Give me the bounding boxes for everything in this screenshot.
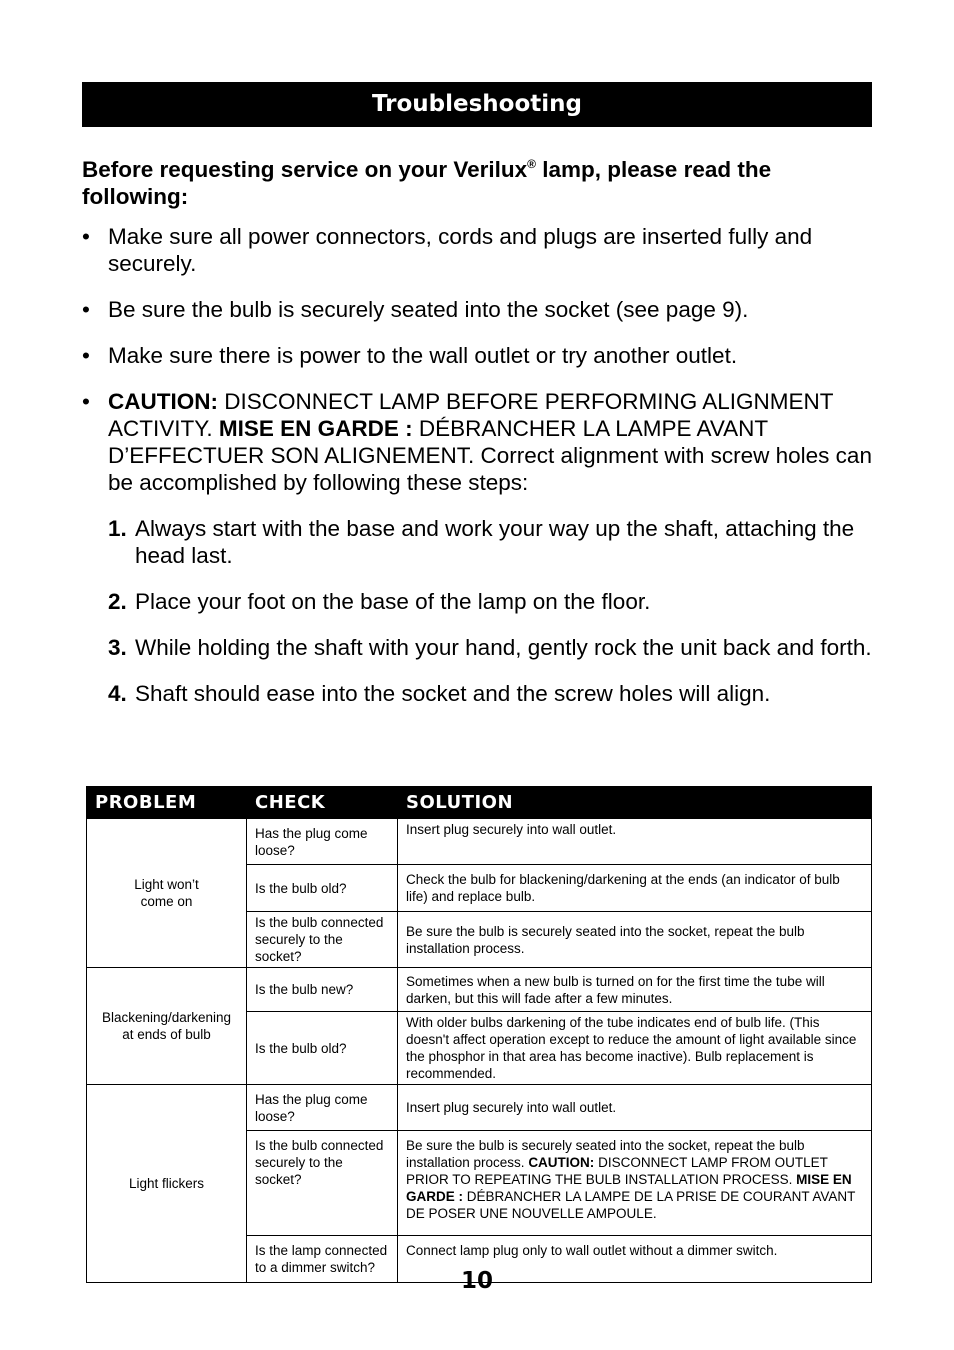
step-item [82,680,877,707]
caution-text-fr: DÉBRANCHER LA LAMPE AVANT D’EFFECTUER SON ALIGNEMENT. Correct alignment with screw holes can be accomplished by following these steps: [108,416,872,495]
page-number: 10 [460,1268,493,1294]
check-cell: Is the bulb new? [247,968,398,1012]
solution-text: DISCONNECT LAMP FROM OUTLET PRIOR TO REPEATING THE BULB INSTALLATION PROCESS. [406,1155,828,1187]
problem-cell [87,819,247,968]
troubleshooting-table [86,786,872,1283]
solution-cell: Insert plug securely into wall outlet. [398,819,872,865]
solution-cell [398,1131,872,1236]
caution-bullet [82,388,877,496]
table-row [87,1085,872,1131]
solution-text: DÉBRANCHER LA LAMPE DE LA PRISE DE COURANT AVANT DE POSER UNE NOUVELLE AMPOULE. [406,1189,856,1221]
caution-label-fr: MISE EN GARDE : [406,1172,852,1204]
intro-text [82,156,872,210]
solution-cell: Connect lamp plug only to wall outlet without a dimmer switch. [398,1236,872,1283]
header-check: CHECK [247,787,398,819]
caution-label: CAUTION: [108,389,218,414]
solution-cell: With older bulbs darkening of the tube indicates end of bulb life. (This doesn't affect operation except to reduce the amount of light available since the phosphor in that area has become inactive). Bulb replacement is recommended. [398,1012,872,1085]
header-solution: SOLUTION [398,787,872,819]
check-cell: Is the lamp connected to a dimmer switch? [247,1236,398,1283]
solution-cell: Check the bulb for blackening/darkening at the ends (an indicator of bulb life) and replace bulb. [398,865,872,912]
bullet-text: Make sure all power connectors, cords and plugs are inserted fully and securely. [108,224,813,276]
step-item [82,588,877,615]
bullet-marker: • [82,343,90,368]
bullet-marker: • [82,297,90,322]
solution-text: Be sure the bulb is securely seated into the socket, repeat the bulb installation process. [406,1138,805,1170]
intro-text-after: lamp, please read the following: [82,157,772,209]
problem-cell: Blackening/darkening at ends of bulb [87,968,247,1085]
step-number: 2. [108,589,127,614]
bullet-text: Make sure there is power to the wall outlet or try another outlet. [108,343,738,368]
problem-cell: Light flickers [87,1085,247,1283]
bullet-item [82,296,877,323]
check-cell: Has the plug come loose? [247,819,398,865]
check-cell: Is the bulb old? [247,865,398,912]
problem-text: Light won’t come on [134,877,199,909]
solution-cell: Be sure the bulb is securely seated into the socket, repeat the bulb installation process. [398,912,872,968]
table-header-row [87,787,872,819]
bullet-marker: • [82,224,90,249]
check-cell: Has the plug come loose? [247,1085,398,1131]
bullet-item [82,342,877,369]
table-row [87,819,872,865]
bullet-marker: • [82,389,90,414]
step-text: While holding the shaft with your hand, gently rock the unit back and forth. [135,635,872,660]
check-cell: Is the bulb old? [247,1012,398,1085]
check-cell: Is the bulb connected securely to the socket? [247,912,398,968]
bullet-item [82,223,877,277]
alignment-steps [82,515,877,707]
registered-mark: ® [527,157,536,171]
step-number: 3. [108,635,127,660]
step-item [82,634,877,661]
section-title: Troubleshooting [82,82,872,127]
solution-cell: Sometimes when a new bulb is turned on for the first time the tube will darken, but this will fade after a few minutes. [398,968,872,1012]
step-text: Always start with the base and work your way up the shaft, attaching the head last. [135,516,855,568]
caution-text: DISCONNECT LAMP BEFORE PERFORMING ALIGNMENT ACTIVITY. [108,389,834,441]
step-item [82,515,877,569]
header-problem: PROBLEM [87,787,247,819]
solution-cell: Insert plug securely into wall outlet. [398,1085,872,1131]
intro-text-before: Before requesting service on your Verilux [82,157,528,182]
bullet-text: Be sure the bulb is securely seated into the socket (see page 9). [108,297,749,322]
caution-label: CAUTION: [528,1155,595,1170]
check-cell: Is the bulb connected securely to the socket? [247,1131,398,1236]
caution-label-fr: MISE EN GARDE : [218,416,413,441]
step-number: 4. [108,681,127,706]
step-text: Place your foot on the base of the lamp on the floor. [135,589,651,614]
step-text: Shaft should ease into the socket and the screw holes will align. [135,681,771,706]
step-number: 1. [108,516,127,541]
instruction-list [82,223,877,726]
table-row [87,968,872,1012]
